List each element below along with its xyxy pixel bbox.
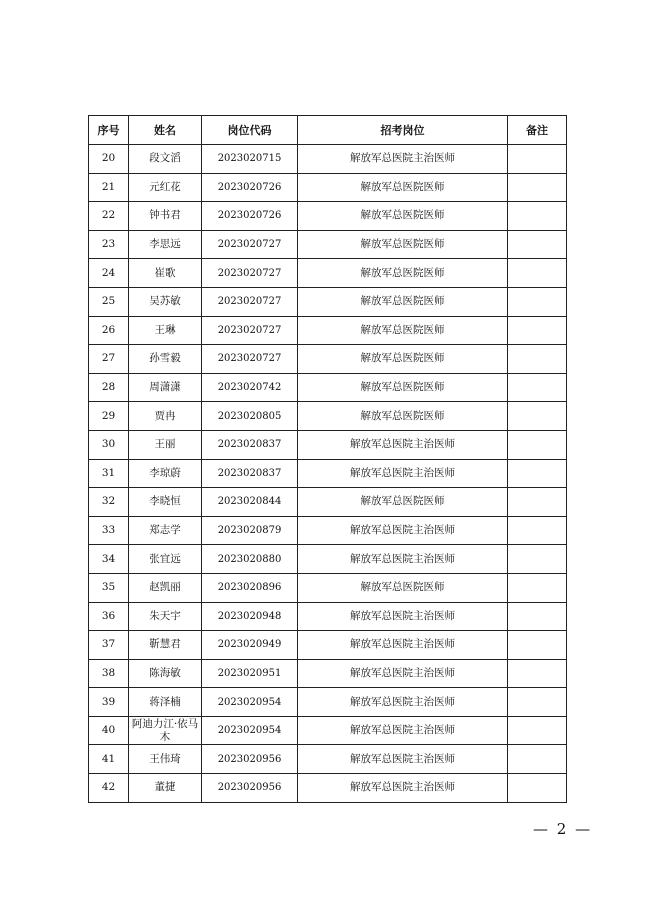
cell-name: 李思远: [129, 230, 202, 259]
cell-seq: 29: [89, 402, 129, 431]
cell-position: 解放军总医院主治医师: [298, 716, 508, 745]
table-row: [89, 316, 567, 345]
cell-code: 2023020954: [202, 688, 298, 717]
cell-seq: 32: [89, 488, 129, 517]
cell-seq: 20: [89, 145, 129, 174]
cell-code: 2023020715: [202, 145, 298, 174]
cell-seq: 21: [89, 173, 129, 202]
cell-position: 解放军总医院主治医师: [298, 145, 508, 174]
cell-remark: [508, 145, 567, 174]
header-code: 岗位代码: [202, 116, 298, 145]
cell-code: 2023020948: [202, 602, 298, 631]
header-position: 招考岗位: [298, 116, 508, 145]
cell-name: 崔歌: [129, 259, 202, 288]
cell-seq: 38: [89, 659, 129, 688]
table-row: [89, 402, 567, 431]
cell-position: 解放军总医院主治医师: [298, 688, 508, 717]
cell-code: 2023020896: [202, 573, 298, 602]
cell-name: 李琼蔚: [129, 459, 202, 488]
cell-code: 2023020805: [202, 402, 298, 431]
cell-seq: 33: [89, 516, 129, 545]
table-row: [89, 173, 567, 202]
cell-code: 2023020837: [202, 459, 298, 488]
table-row: [89, 716, 567, 745]
cell-remark: [508, 287, 567, 316]
cell-code: 2023020956: [202, 745, 298, 774]
cell-code: 2023020727: [202, 230, 298, 259]
cell-name: 蒋泽楠: [129, 688, 202, 717]
cell-seq: 40: [89, 716, 129, 745]
cell-remark: [508, 774, 567, 803]
cell-name: 钟书君: [129, 202, 202, 231]
cell-remark: [508, 316, 567, 345]
cell-code: 2023020837: [202, 430, 298, 459]
cell-remark: [508, 688, 567, 717]
cell-name: 陈海敏: [129, 659, 202, 688]
cell-name: 李晓恒: [129, 488, 202, 517]
cell-remark: [508, 745, 567, 774]
cell-position: 解放军总医院主治医师: [298, 545, 508, 574]
cell-seq: 41: [89, 745, 129, 774]
cell-code: 2023020726: [202, 173, 298, 202]
cell-code: 2023020951: [202, 659, 298, 688]
cell-name: 周潇潇: [129, 373, 202, 402]
table-row: [89, 373, 567, 402]
page-number: — 2 —: [533, 820, 593, 838]
cell-seq: 25: [89, 287, 129, 316]
cell-seq: 36: [89, 602, 129, 631]
cell-name: 段文滔: [129, 145, 202, 174]
cell-code: 2023020844: [202, 488, 298, 517]
cell-code: 2023020956: [202, 774, 298, 803]
table-row: [89, 573, 567, 602]
cell-position: 解放军总医院医师: [298, 488, 508, 517]
table-row: [89, 602, 567, 631]
table-row: [89, 430, 567, 459]
cell-position: 解放军总医院医师: [298, 402, 508, 431]
cell-name: 吴苏敏: [129, 287, 202, 316]
cell-code: 2023020880: [202, 545, 298, 574]
table-row: [89, 488, 567, 517]
cell-position: 解放军总医院医师: [298, 345, 508, 374]
cell-remark: [508, 659, 567, 688]
table-row: [89, 631, 567, 660]
cell-code: 2023020954: [202, 716, 298, 745]
cell-position: 解放军总医院主治医师: [298, 774, 508, 803]
table-row: [89, 545, 567, 574]
cell-name: 靳慧君: [129, 631, 202, 660]
cell-remark: [508, 488, 567, 517]
cell-name: 王伟琦: [129, 745, 202, 774]
cell-name: 朱天宇: [129, 602, 202, 631]
candidate-table: [88, 115, 567, 803]
cell-position: 解放军总医院医师: [298, 259, 508, 288]
cell-position: 解放军总医院医师: [298, 287, 508, 316]
cell-position: 解放军总医院主治医师: [298, 631, 508, 660]
cell-seq: 27: [89, 345, 129, 374]
cell-seq: 37: [89, 631, 129, 660]
cell-code: 2023020742: [202, 373, 298, 402]
cell-code: 2023020727: [202, 345, 298, 374]
cell-code: 2023020727: [202, 287, 298, 316]
cell-position: 解放军总医院主治医师: [298, 745, 508, 774]
cell-seq: 42: [89, 774, 129, 803]
cell-name: 阿迪力江·依马木: [129, 716, 202, 745]
cell-name: 赵凯丽: [129, 573, 202, 602]
table-row: [89, 774, 567, 803]
cell-name: 孙雪毅: [129, 345, 202, 374]
cell-seq: 39: [89, 688, 129, 717]
cell-seq: 22: [89, 202, 129, 231]
cell-name: 董捷: [129, 774, 202, 803]
cell-seq: 34: [89, 545, 129, 574]
cell-name: 张宜远: [129, 545, 202, 574]
table-row: [89, 459, 567, 488]
cell-remark: [508, 573, 567, 602]
table-row: [89, 345, 567, 374]
table-row: [89, 145, 567, 174]
cell-remark: [508, 602, 567, 631]
cell-remark: [508, 716, 567, 745]
cell-remark: [508, 173, 567, 202]
cell-position: 解放军总医院主治医师: [298, 659, 508, 688]
table-row: [89, 202, 567, 231]
cell-remark: [508, 259, 567, 288]
table-header: [89, 116, 567, 145]
cell-name: 王琳: [129, 316, 202, 345]
cell-position: 解放军总医院医师: [298, 373, 508, 402]
cell-remark: [508, 545, 567, 574]
table-row: [89, 259, 567, 288]
cell-position: 解放军总医院医师: [298, 202, 508, 231]
cell-code: 2023020727: [202, 316, 298, 345]
cell-remark: [508, 345, 567, 374]
cell-remark: [508, 402, 567, 431]
cell-remark: [508, 202, 567, 231]
table-row: [89, 516, 567, 545]
header-seq: 序号: [89, 116, 129, 145]
cell-seq: 30: [89, 430, 129, 459]
table-row: [89, 688, 567, 717]
cell-name: 郑志学: [129, 516, 202, 545]
cell-name: 贾冉: [129, 402, 202, 431]
cell-remark: [508, 631, 567, 660]
cell-code: 2023020726: [202, 202, 298, 231]
cell-position: 解放军总医院医师: [298, 573, 508, 602]
cell-remark: [508, 373, 567, 402]
cell-remark: [508, 230, 567, 259]
cell-position: 解放军总医院医师: [298, 230, 508, 259]
header-name: 姓名: [129, 116, 202, 145]
table-row: [89, 230, 567, 259]
table-row: [89, 659, 567, 688]
cell-position: 解放军总医院主治医师: [298, 602, 508, 631]
header-remark: 备注: [508, 116, 567, 145]
cell-name: 元红花: [129, 173, 202, 202]
cell-seq: 31: [89, 459, 129, 488]
cell-code: 2023020879: [202, 516, 298, 545]
cell-seq: 26: [89, 316, 129, 345]
cell-position: 解放军总医院主治医师: [298, 516, 508, 545]
table-row: [89, 287, 567, 316]
table-row: [89, 745, 567, 774]
cell-seq: 23: [89, 230, 129, 259]
cell-code: 2023020949: [202, 631, 298, 660]
cell-remark: [508, 430, 567, 459]
cell-seq: 24: [89, 259, 129, 288]
cell-seq: 28: [89, 373, 129, 402]
cell-remark: [508, 459, 567, 488]
cell-name: 王丽: [129, 430, 202, 459]
cell-position: 解放军总医院医师: [298, 316, 508, 345]
table-body: [89, 145, 567, 803]
cell-code: 2023020727: [202, 259, 298, 288]
header-row: [89, 116, 567, 145]
cell-position: 解放军总医院主治医师: [298, 430, 508, 459]
cell-remark: [508, 516, 567, 545]
cell-position: 解放军总医院主治医师: [298, 459, 508, 488]
cell-seq: 35: [89, 573, 129, 602]
cell-position: 解放军总医院医师: [298, 173, 508, 202]
